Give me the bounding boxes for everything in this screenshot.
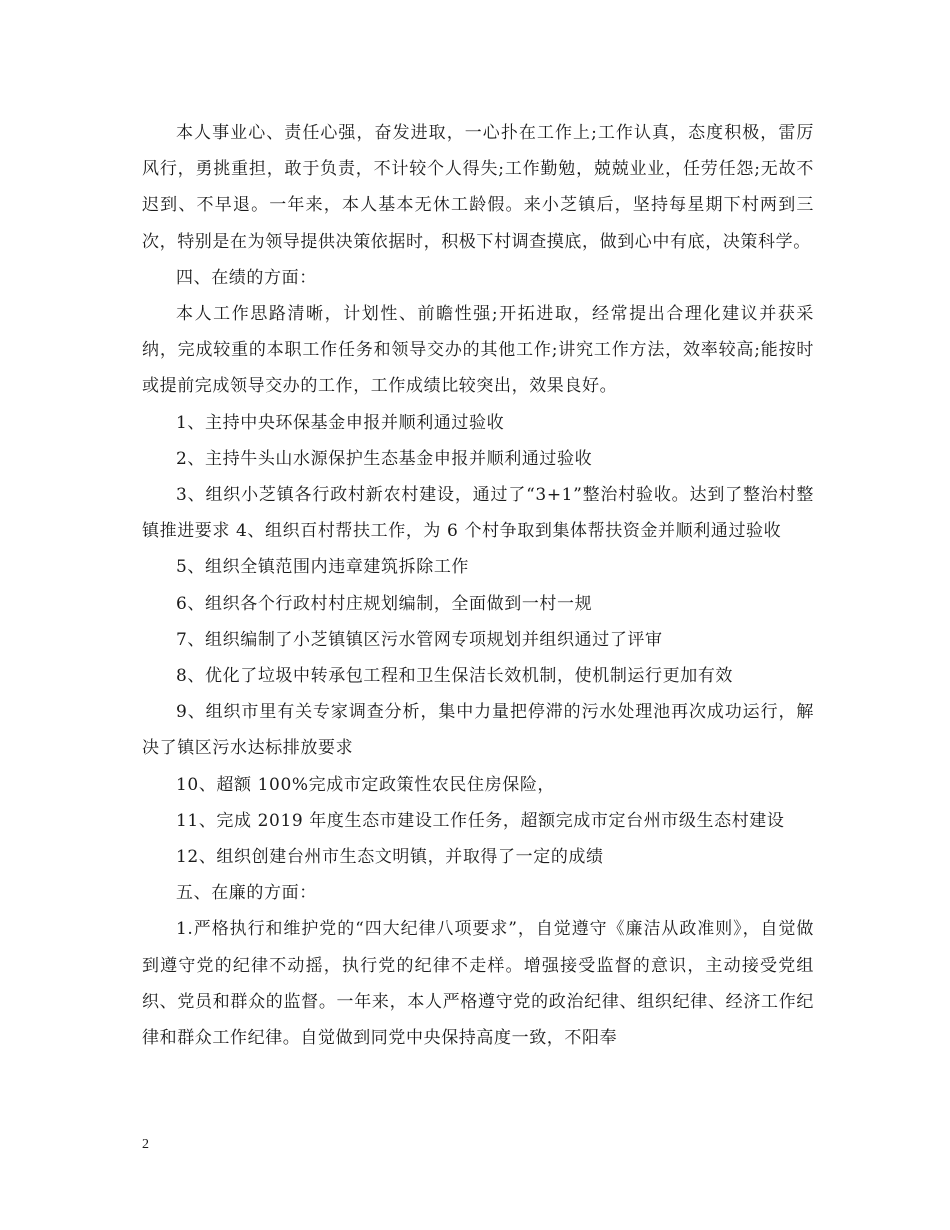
list-item: 9、组织市里有关专家调查分析，集中力量把停滞的污水处理池再次成功运行，解决了镇区污水达标排放要求: [142, 702, 814, 759]
paragraph-dedication: 本人事业心、责任心强，奋发进取，一心扑在工作上;工作认真，态度积极，雷厉风行，勇挑重担，敢于负责，不计较个人得失;工作勤勉，兢兢业业，任劳任怨;无故不迟到、不早退。一年来，本人基本无休工龄假。来小芝镇后，坚持每星期下村两到三次，特别是在为领导提供决策依据时，积极下村调查摸底，做到心中有底，决策科学。: [142, 123, 814, 252]
list-item: 2、主持牛头山水源保护生态基金申报并顺利通过验收: [176, 448, 593, 469]
document-body: [142, 115, 814, 1056]
paragraph-integrity: 1.严格执行和维护党的“四大纪律八项要求”，自觉遵守《廉洁从政准则》，自觉做到遵守党的纪律不动摇，执行党的纪律不走样。增强接受监督的意识，主动接受党组织、党员和群众的监督。一年来，本人严格遵守党的政治纪律、组织纪律、经济工作纪律和群众工作纪律。自觉做到同党中央保持高度一致，不阳奉: [142, 919, 814, 1049]
list-item: 8、优化了垃圾中转承包工程和卫生保洁长效机制，使机制运行更加有效: [176, 666, 734, 687]
list-item: 1、主持中央环保基金申报并顺利通过验收: [176, 412, 505, 433]
page-number: 2: [142, 1137, 149, 1152]
section-heading-integrity: 五、在廉的方面：: [176, 883, 317, 904]
list-item: 5、组织全镇范围内违章建筑拆除工作: [176, 557, 470, 578]
list-item: 10、超额 100%完成市定政策性农民住房保险，: [176, 774, 556, 795]
list-item: 6、组织各个行政村村庄规划编制，全面做到一村一规: [176, 593, 593, 614]
paragraph-performance-summary: 本人工作思路清晰，计划性、前瞻性强;开拓进取，经常提出合理化建议并获采纳，完成较重的本职工作任务和领导交办的其他工作;讲究工作方法，效率较高;能按时或提前完成领导交办的工作，工作成绩比较突出，效果良好。: [142, 304, 814, 397]
list-item: 12、组织创建台州市生态文明镇，并取得了一定的成绩: [176, 847, 604, 868]
list-item: 11、完成 2019 年度生态市建设工作任务，超额完成市定台州市级生态村建设: [176, 810, 785, 831]
list-item: 3、组织小芝镇各行政村新农村建设，通过了“3+1”整治村验收。达到了整治村整镇推进要求 4、组织百村帮扶工作，为 6 个村争取到集体帮扶资金并顺利通过验收: [142, 485, 814, 542]
list-item: 7、组织编制了小芝镇镇区污水管网专项规划并组织通过了评审: [176, 629, 663, 650]
section-heading-performance: 四、在绩的方面：: [176, 267, 317, 288]
